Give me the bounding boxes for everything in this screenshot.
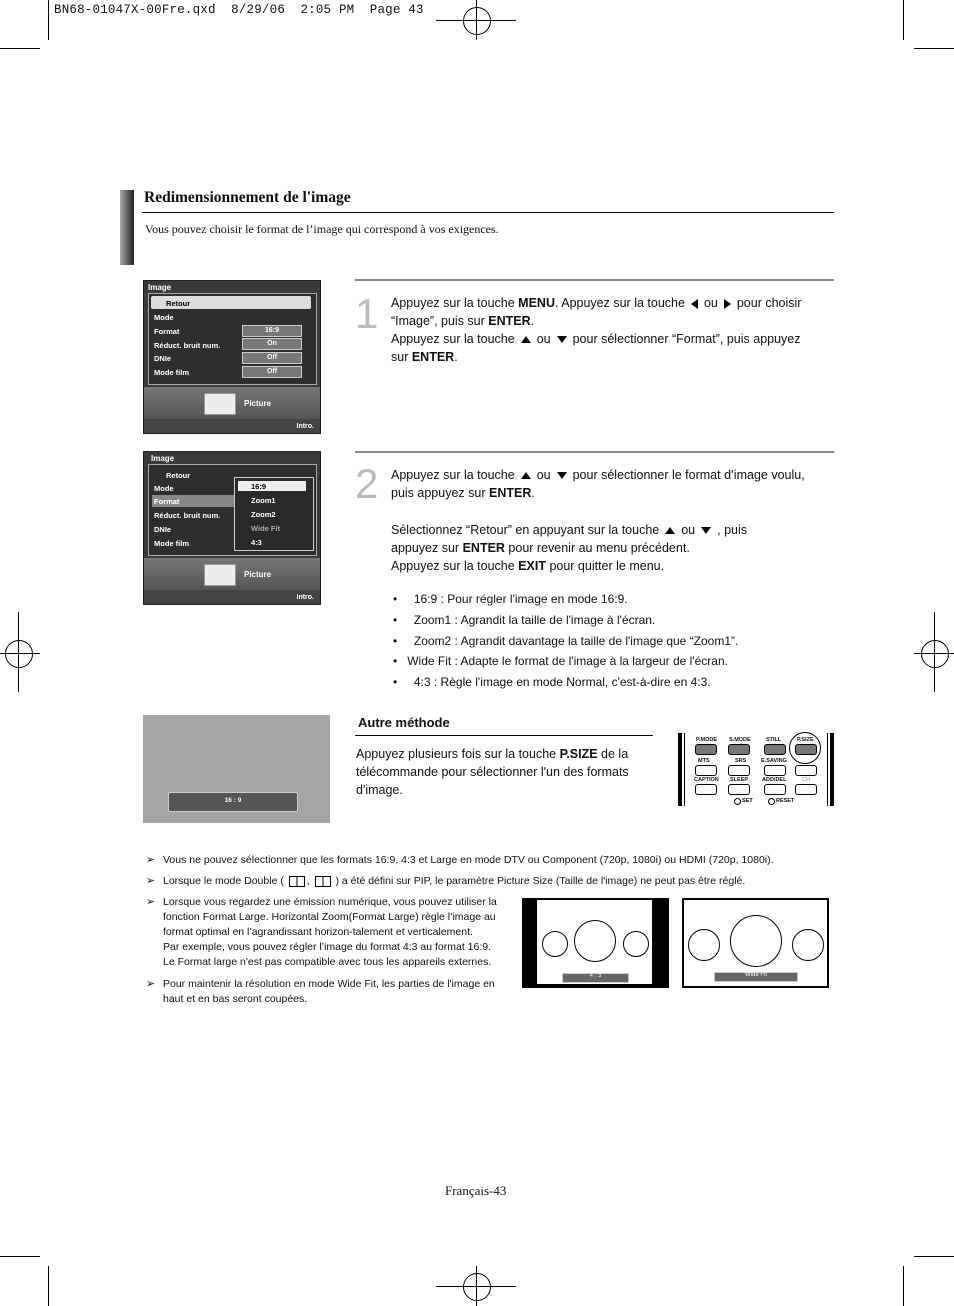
- up-arrow-icon: [665, 527, 675, 534]
- note-3: Lorsque vous regardez une émission numérique, vous pouvez utiliser la fonction Format Large. Horizontal Zoom(Format Large) règle l’image au format optimal en l’agrandissant horizon-talement et verticalement. Par exemple, vous pouvez régler l’image du format 4:3 au format 16:9. Le Format large n'est pas compatible avec tous les appareils externes.: [163, 896, 497, 968]
- osd-value: Off: [242, 352, 302, 364]
- title-rule: [142, 212, 834, 213]
- note-arrow-icon: ➢: [146, 896, 156, 908]
- crop-mark: [0, 48, 40, 49]
- osd-title: Image: [151, 454, 175, 463]
- psize-button[interactable]: [795, 744, 817, 755]
- print-header: BN68-01047X-00Fre.qxd 8/29/06 2:05 PM Page 43: [54, 3, 424, 17]
- note-arrow-icon: ➢: [146, 854, 156, 866]
- circle-shape: [623, 931, 649, 957]
- osd-item: Format: [154, 327, 180, 336]
- pip-mode-icon: [315, 876, 331, 887]
- note-arrow-icon: ➢: [146, 875, 156, 887]
- osd-item: Réduct. bruit num.: [154, 341, 221, 350]
- crop-mark: [0, 1256, 40, 1257]
- osd-item: Format: [154, 497, 180, 506]
- step-rule: [355, 279, 834, 281]
- osd-value: On: [242, 338, 302, 350]
- note-2: Lorsque le mode Double ( , ) a été défini sur PIP, le paramètre Picture Size (Taille de l'image) ne peut pas être réglé.: [163, 875, 746, 887]
- section-title: Redimensionnement de l'image: [144, 189, 351, 206]
- circle-shape: [730, 915, 782, 967]
- smode-button[interactable]: [728, 744, 750, 755]
- format-option: Wide Fit: [251, 524, 281, 533]
- osd-item: Mode film: [154, 368, 189, 377]
- section-intro: Vous pouvez choisir le format de l’image qui correspond à vos exigences.: [145, 222, 499, 236]
- illustration-4-3: [522, 898, 669, 988]
- circle-shape: [574, 920, 616, 962]
- remote-control-image: P.MODE S.MODE STILL P.SIZE MTS SRS E.SAVING CH CAPTION SLEEP ADD/DEL SET RESET: [678, 733, 834, 806]
- crop-mark: [914, 48, 954, 49]
- format-option: 4:3: [251, 538, 262, 547]
- adddel-button[interactable]: [764, 784, 786, 795]
- osd-item: Retour: [166, 299, 191, 308]
- osd-menu-format: [143, 451, 321, 605]
- ch-down-button[interactable]: [795, 784, 817, 795]
- down-arrow-icon: [557, 472, 567, 479]
- circle-shape: [542, 931, 568, 957]
- format-option: Zoom2: [251, 510, 276, 519]
- osd-value: Off: [242, 366, 302, 378]
- left-arrow-icon: [691, 299, 698, 309]
- step-number: 2: [355, 460, 379, 507]
- osd-bottom-label: Picture: [244, 570, 272, 579]
- mts-button[interactable]: [695, 765, 717, 776]
- tv-icon: [204, 393, 236, 415]
- step2-text: Appuyez sur la touche ou pour sélectionner le format d’image voulu, puis appuyez sur ENTER. Sélectionnez “Retour” en appuyant sur la touche ou , puis appuyez sur ENTER pour revenir au menu précédent. Appuyez sur la touche EXIT pour quitter le menu.: [391, 468, 805, 573]
- osd-item: Mode: [154, 484, 174, 493]
- note-arrow-icon: ➢: [146, 978, 156, 990]
- down-arrow-icon: [701, 527, 711, 534]
- crop-mark: [48, 1266, 49, 1306]
- osd-item: Réduct. bruit num.: [154, 511, 221, 520]
- osd-title: Image: [148, 283, 172, 292]
- step1-text: Appuyez sur la touche MENU. Appuyez sur la touche ou pour choisir “Image”, puis sur ENTER. Appuyez sur la touche ou pour sélectionner “Format”, puis appuyez sur ENTER.: [391, 296, 802, 364]
- step-number: 1: [355, 290, 379, 337]
- osd-footer: Intro.: [296, 594, 314, 601]
- section-bar: [120, 190, 134, 265]
- note-4: Pour maintenir la résolution en mode Wide Fit, les parties de l'image en haut et en bas seront coupées.: [163, 978, 495, 1005]
- format-option: Zoom1: [251, 496, 276, 505]
- list-item: • Wide Fit : Adapte le format de l'image à la largeur de l'écran.: [393, 654, 728, 668]
- list-item: • 16:9 : Pour régler l'image en mode 16:9.: [393, 592, 628, 606]
- osd-item: Mode: [154, 313, 174, 322]
- list-item: • Zoom1 : Agrandit la taille de l'image à l'écran.: [393, 613, 656, 627]
- tv-screen-image: [143, 715, 330, 823]
- autre-title: Autre méthode: [358, 715, 450, 730]
- crop-mark: [903, 0, 904, 40]
- pmode-button[interactable]: [695, 744, 717, 755]
- circle-shape: [792, 929, 824, 961]
- sleep-button[interactable]: [728, 784, 750, 795]
- list-item: • 4:3 : Règle l'image en mode Normal, c'est-à-dire en 4:3.: [393, 675, 711, 689]
- down-arrow-icon: [557, 336, 567, 343]
- up-arrow-icon: [521, 472, 531, 479]
- osd-item: Mode film: [154, 539, 189, 548]
- srs-button[interactable]: [728, 765, 750, 776]
- screen-format-label: 16 : 9: [224, 797, 242, 804]
- set-icon: [734, 798, 741, 805]
- osd-bottom-label: Picture: [244, 399, 272, 408]
- osd-menu-image: [143, 280, 321, 434]
- circle-shape: [688, 929, 720, 961]
- osd-value: 16:9: [242, 325, 302, 337]
- esaving-button[interactable]: [764, 765, 786, 776]
- illustration-label: Wide Fit: [744, 972, 767, 978]
- tv-icon: [204, 564, 236, 586]
- crop-mark: [48, 0, 49, 40]
- still-button[interactable]: [764, 744, 786, 755]
- page-number: Français-43: [445, 1183, 507, 1198]
- illustration-label: 4 : 3: [589, 973, 602, 979]
- autre-text: Appuyez plusieurs fois sur la touche P.SIZE de la télécommande pour sélectionner l'un des formats d'image.: [356, 747, 629, 797]
- caption-button[interactable]: [695, 784, 717, 795]
- reset-icon: [768, 798, 775, 805]
- osd-item: DNIe: [154, 525, 172, 534]
- note-1: Vous ne pouvez sélectionner que les formats 16:9, 4:3 et Large en mode DTV ou Component (720p, 1080i) ou HDMI (720p, 1080i).: [163, 854, 774, 866]
- double-mode-icon: [289, 876, 305, 887]
- autre-rule: [355, 735, 653, 736]
- list-item: • Zoom2 : Agrandit davantage la taille de l'image que “Zoom1”.: [393, 634, 739, 648]
- format-option: 16:9: [251, 482, 267, 491]
- ch-up-button[interactable]: [795, 765, 817, 776]
- step-rule: [355, 451, 834, 453]
- illustration-wide-fit: [682, 898, 829, 988]
- osd-item: DNIe: [154, 354, 172, 363]
- osd-footer: Intro.: [296, 423, 314, 430]
- osd-item: Retour: [166, 471, 191, 480]
- crop-mark: [903, 1266, 904, 1306]
- up-arrow-icon: [521, 336, 531, 343]
- crop-mark: [914, 1256, 954, 1257]
- right-arrow-icon: [724, 299, 731, 309]
